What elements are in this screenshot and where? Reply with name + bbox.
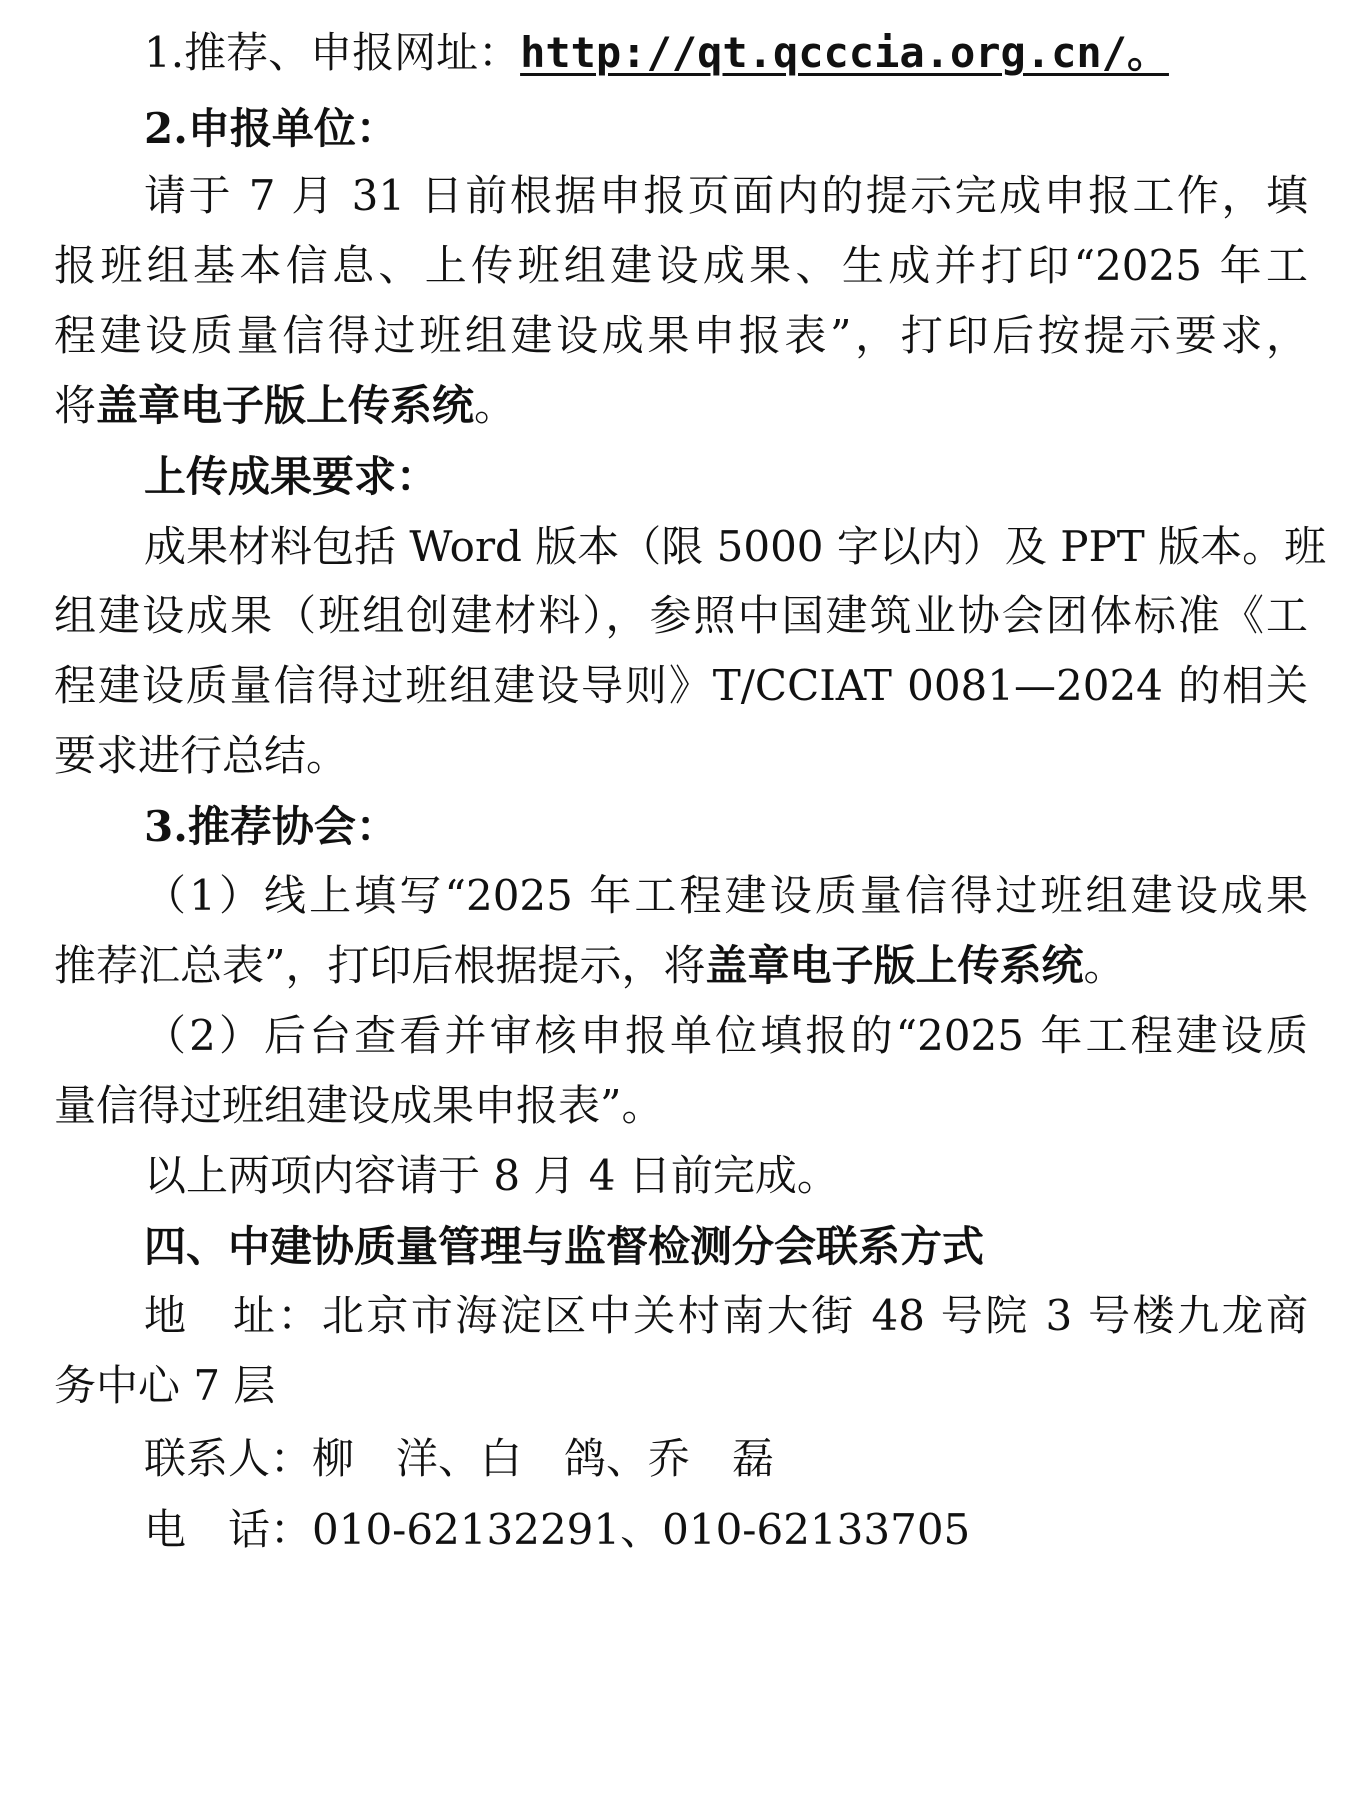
paragraph-line	[54, 376, 516, 436]
address-line: 地 址：北京市海淀区中关村南大街 48 号院 3 号楼九龙商	[144, 1291, 1308, 1340]
paragraph-line: 组建设成果（班组创建材料），参照中国建筑业协会团体标准《工	[54, 591, 1308, 640]
paragraph-line: 量信得过班组建设成果申报表”。	[54, 1081, 664, 1130]
paragraph-line: （2）后台查看并审核申报单位填报的“2025 年工程建设质	[144, 1011, 1308, 1060]
emphasis-text: 盖章电子版上传系统	[96, 381, 475, 430]
text-span: 推荐汇总表”，打印后根据提示，将	[54, 941, 706, 990]
deadline-note: 以上两项内容请于 8 月 4 日前完成。	[144, 1151, 839, 1200]
section-heading-applicant: 2.申报单位：	[144, 104, 398, 153]
contact-persons: 联系人：柳 洋、白 鸽、乔 磊	[144, 1434, 775, 1483]
phone-numbers: 电 话：010-62132291、010-62133705	[144, 1505, 971, 1554]
paragraph-line: 请于 7 月 31 日前根据申报页面内的提示完成申报工作，填	[144, 171, 1308, 220]
paragraph-line: 报班组基本信息、上传班组建设成果、生成并打印“2025 年工	[54, 241, 1308, 290]
emphasis-text: 盖章电子版上传系统	[705, 941, 1084, 990]
item1-label: 1.推荐、申报网址：	[144, 28, 521, 77]
address-line: 务中心 7 层	[54, 1361, 276, 1410]
paragraph-line: 要求进行总结。	[54, 731, 349, 780]
paragraph-line: 成果材料包括 Word 版本（限 5000 字以内）及 PPT 版本。班	[144, 522, 1327, 571]
paragraph-line: 程建设质量信得过班组建设成果申报表”，打印后按提示要求，	[54, 311, 1308, 360]
text-span: 。	[474, 381, 517, 430]
application-url-link[interactable]: http://qt.qcccia.org.cn/。	[520, 28, 1169, 77]
paragraph-line: 程建设质量信得过班组建设导则》T/CCIAT 0081—2024 的相关	[54, 661, 1308, 710]
text-span: 将	[54, 381, 97, 430]
item1-line	[144, 23, 1169, 83]
section-heading-upload: 上传成果要求：	[144, 452, 439, 501]
section-heading-association: 3.推荐协会：	[144, 802, 398, 851]
section-heading-contact: 四、中建协质量管理与监督检测分会联系方式	[144, 1222, 985, 1271]
paragraph-line: （1）线上填写“2025 年工程建设质量信得过班组建设成果	[144, 871, 1308, 920]
paragraph-line	[54, 936, 1126, 996]
text-span: 。	[1083, 941, 1126, 990]
